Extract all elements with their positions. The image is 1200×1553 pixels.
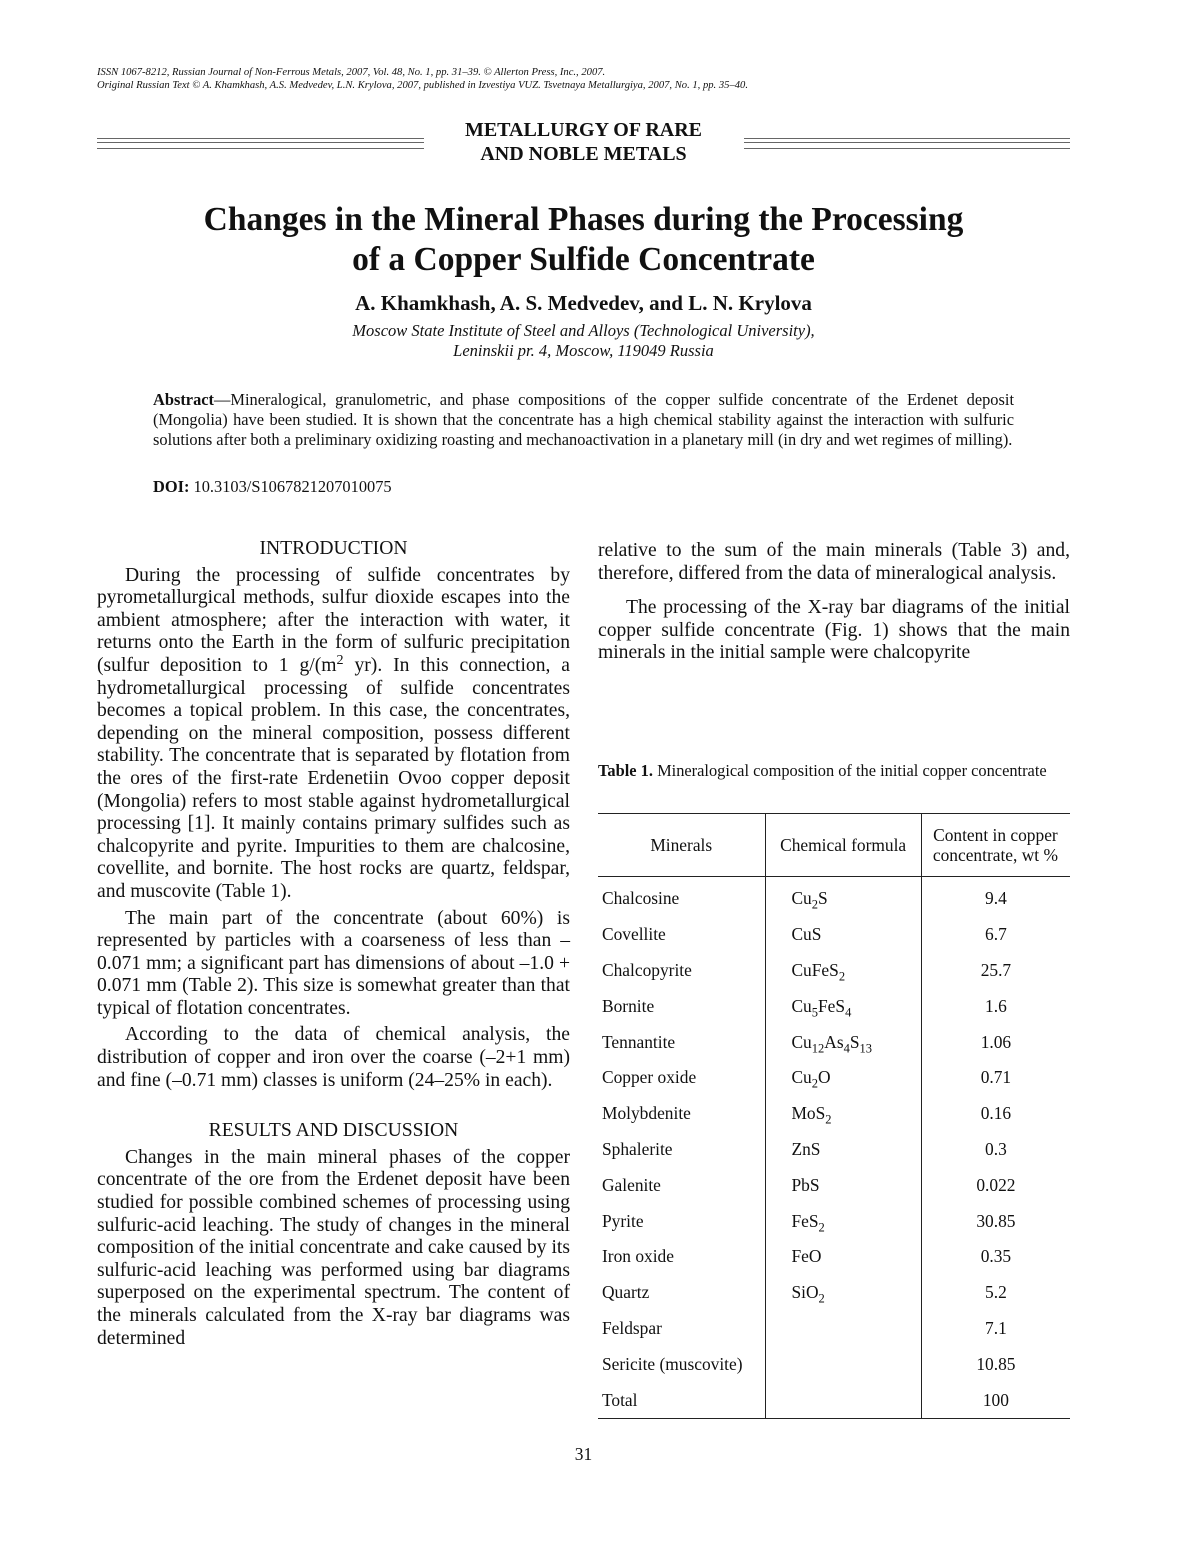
abstract — [153, 390, 1014, 450]
right-column — [598, 540, 1070, 665]
table-row — [598, 1311, 1070, 1347]
header-content: Content in copper concentrate, wt % — [921, 814, 1070, 877]
doi-link[interactable]: 10.3103/S1067821207010075 — [189, 477, 392, 496]
formula-cell: CuS — [766, 917, 921, 953]
mineral-name-cell: Sphalerite — [602, 1138, 673, 1159]
mineral-name-cell: Bornite — [602, 995, 655, 1016]
table-caption-text: Mineralogical composition of the initial copper concentrate — [652, 761, 1047, 780]
content-cell: 0.71 — [921, 1060, 1070, 1096]
content-cell: 5.2 — [921, 1275, 1070, 1311]
table-row — [598, 1024, 1070, 1060]
mineral-table — [598, 813, 1070, 1419]
content-cell: 30.85 — [921, 1203, 1070, 1239]
table-row — [598, 1382, 1070, 1418]
section-title-line2: AND NOBLE METALS — [480, 143, 687, 165]
formula-cell — [766, 1346, 921, 1382]
formula-cell: $Cu_2S$ — [766, 877, 921, 917]
content-cell: 1.6 — [921, 988, 1070, 1024]
formula-cell: $Cu_{12}As_4S_{13}$ — [766, 1024, 921, 1060]
affiliation-line2: Leninskii pr. 4, Moscow, 119049 Russia — [453, 341, 714, 360]
mineral-name-cell: Total — [598, 1382, 766, 1418]
table-caption — [598, 762, 1070, 781]
table-row — [598, 1203, 1070, 1239]
abstract-text: —Mineralogical, granulometric, and phase compositions of the copper sulfide concentrate of the Erdenet deposit (Mongolia) have been studied. It is shown that the concentrate has a high chemical stability against the interaction with sulfuric solutions after both a preliminary oxidizing roasting and mechanoactivation in a planetary mill (in dry and wet regimes of milling). — [153, 390, 1014, 449]
mineral-name-cell: Sericite (muscovite) — [602, 1353, 743, 1374]
formula-cell: FeS$_2$ — [766, 1203, 921, 1239]
formula-cell: MoS$_2$ — [766, 1096, 921, 1132]
results-paragraph-2: The processing of the X-ray bar diagrams of the initial copper sulfide concentrate (Fig. 1) shows that the main minerals in the initial sample were chalcopyrite — [598, 597, 1070, 664]
mineral-name-cell: Chalcosine — [602, 888, 680, 909]
section-title-line1: METALLURGY OF RARE — [464, 119, 703, 141]
journal-header-line2: Original Russian Text © A. Khamkhash, A.S. Medvedev, L.N. Krylova, 2007, published in Izvestiya VUZ. Tsvetnaya Metallurgiya, 2007, No. 1, pp. 35–40. — [97, 80, 748, 91]
content-cell: 25.7 — [921, 953, 1070, 989]
doi-label: DOI: — [153, 477, 190, 496]
formula-cell: $Cu_5FeS_4$ — [766, 988, 921, 1024]
content-cell: 6.7 — [921, 917, 1070, 953]
table-row — [598, 1346, 1070, 1382]
content-cell: 0.35 — [921, 1239, 1070, 1275]
content-cell: 10.85 — [921, 1346, 1070, 1382]
affiliation-line1: Moscow State Institute of Steel and Alloys (Technological University), — [352, 321, 815, 340]
table-row — [598, 877, 1070, 917]
table-row — [598, 988, 1070, 1024]
formula-cell — [766, 1311, 921, 1347]
authors: A. Khamkhash, A. S. Medvedev, and L. N. Krylova — [355, 291, 812, 315]
results-heading: RESULTS AND DISCUSSION — [208, 1120, 459, 1142]
table-row — [598, 1167, 1070, 1203]
content-cell: 0.022 — [921, 1167, 1070, 1203]
formula-cell: CuFeS$_2$ — [766, 953, 921, 989]
table-row — [598, 1096, 1070, 1132]
mineral-name-cell: Feldspar — [602, 1317, 662, 1338]
mineral-name-cell: Tennantite — [602, 1031, 676, 1052]
abstract-label: Abstract — [153, 390, 214, 409]
paper-title — [97, 200, 1070, 280]
table-row — [598, 953, 1070, 989]
intro-paragraph-2: The main part of the concentrate (about 60%) is represented by particles with a coarseness of less than –0.071 mm; a significant part has dimensions of about –1.0 + 0.071 mm (Table 2). This size is somewhat greater than that typical of flotation concentrates. — [97, 907, 570, 1019]
mineral-name-cell: Quartz — [602, 1282, 650, 1303]
mineral-name-cell: Chalcopyrite — [602, 959, 692, 980]
journal-header-line1: ISSN 1067-8212, Russian Journal of Non-Ferrous Metals, 2007, Vol. 48, No. 1, pp. 31–39. © Allerton Press, Inc., 2007. — [97, 67, 606, 78]
section-rule-right — [744, 138, 1070, 149]
mineral-name-cell: Iron oxide — [602, 1246, 674, 1267]
mineral-name-cell: Pyrite — [602, 1210, 644, 1231]
content-cell: 7.1 — [921, 1311, 1070, 1347]
formula-cell: FeO — [766, 1239, 921, 1275]
section-heading — [97, 118, 1070, 166]
table-label: Table 1. — [598, 761, 653, 780]
left-column — [97, 538, 570, 1350]
content-cell: 1.06 — [921, 1024, 1070, 1060]
results-paragraph-1-continued: relative to the sum of the main minerals (Table 3) and, therefore, differed from the data of mineralogical analysis. — [598, 540, 1070, 584]
table-row — [598, 917, 1070, 953]
table-header-row — [598, 814, 1070, 877]
content-cell: 0.16 — [921, 1096, 1070, 1132]
mineral-name-cell: Copper oxide — [602, 1067, 697, 1088]
content-cell: 0.3 — [921, 1132, 1070, 1168]
paper-title-line2: of a Copper Sulfide Concentrate — [352, 241, 815, 278]
formula-cell — [766, 1382, 921, 1418]
intro-paragraph-3: According to the data of chemical analysis, the distribution of copper and iron over the coarse (–2+1 mm) and fine (–0.71 mm) classes is uniform (24–25% in each). — [97, 1024, 570, 1091]
results-paragraph-1: Changes in the main mineral phases of the copper concentrate of the ore from the Erdenet deposit have been studied for possible combined schemes of processing using sulfuric-acid leaching. The study of changes in the mineral composition of the initial concentrate and cake caused by its sulfuric-acid leaching was performed using bar diagrams superposed on the experimental spectrum. The content of the minerals calculated from the X-ray bar diagrams was determined — [97, 1146, 570, 1349]
mineral-name-cell: Galenite — [602, 1174, 661, 1195]
header-formula: Chemical formula — [766, 814, 921, 877]
formula-cell: ZnS — [766, 1132, 921, 1168]
intro-paragraph-1: During the processing of sulfide concentrates by pyrometallurgical methods, sulfur dioxide escapes into the ambient atmosphere; after the interaction with water, it returns onto the Earth in the form of sulfuric precipitation (sulfur deposition to 1 $g/(m^2$ yr). In this connection, a hydrometallurgical processing of sulfide concentrates becomes a topical problem. In this case, the concentrates, depending on the mineral composition, possess different stability. The concentrate that is separated by flotation from the ores of the first-rate Erdenetiin Ovoo copper deposit (Mongolia) refers to most stable against hydrometallurgical processing [1]. It mainly contains primary sulfides such as chalcopyrite and pyrite. Impurities to them are chalcosine, covellite, and bornite. The host rocks are quartz, feldspar, and muscovite (Table 1). — [97, 564, 570, 902]
affiliation — [97, 321, 1070, 361]
table-row — [598, 1239, 1070, 1275]
table-body — [598, 877, 1070, 1419]
formula-cell: PbS — [766, 1167, 921, 1203]
doi — [153, 477, 392, 497]
table-row — [598, 1132, 1070, 1168]
content-cell: 9.4 — [921, 877, 1070, 917]
journal-header — [97, 66, 748, 92]
mineral-name-cell: Covellite — [602, 924, 666, 945]
header-minerals: Minerals — [598, 814, 766, 877]
section-title — [397, 118, 770, 166]
section-rule-left — [97, 138, 424, 149]
table-row — [598, 1275, 1070, 1311]
page-number: 31 — [574, 1444, 593, 1464]
formula-cell: $Cu_2O$ — [766, 1060, 921, 1096]
intro-heading: INTRODUCTION — [259, 538, 408, 559]
paper-title-line1: Changes in the Mineral Phases during the Processing — [203, 201, 964, 238]
formula-cell: SiO$_2$ — [766, 1275, 921, 1311]
mineral-name-cell: Molybdenite — [602, 1103, 691, 1124]
content-cell: 100 — [921, 1382, 1070, 1418]
table-row — [598, 1060, 1070, 1096]
